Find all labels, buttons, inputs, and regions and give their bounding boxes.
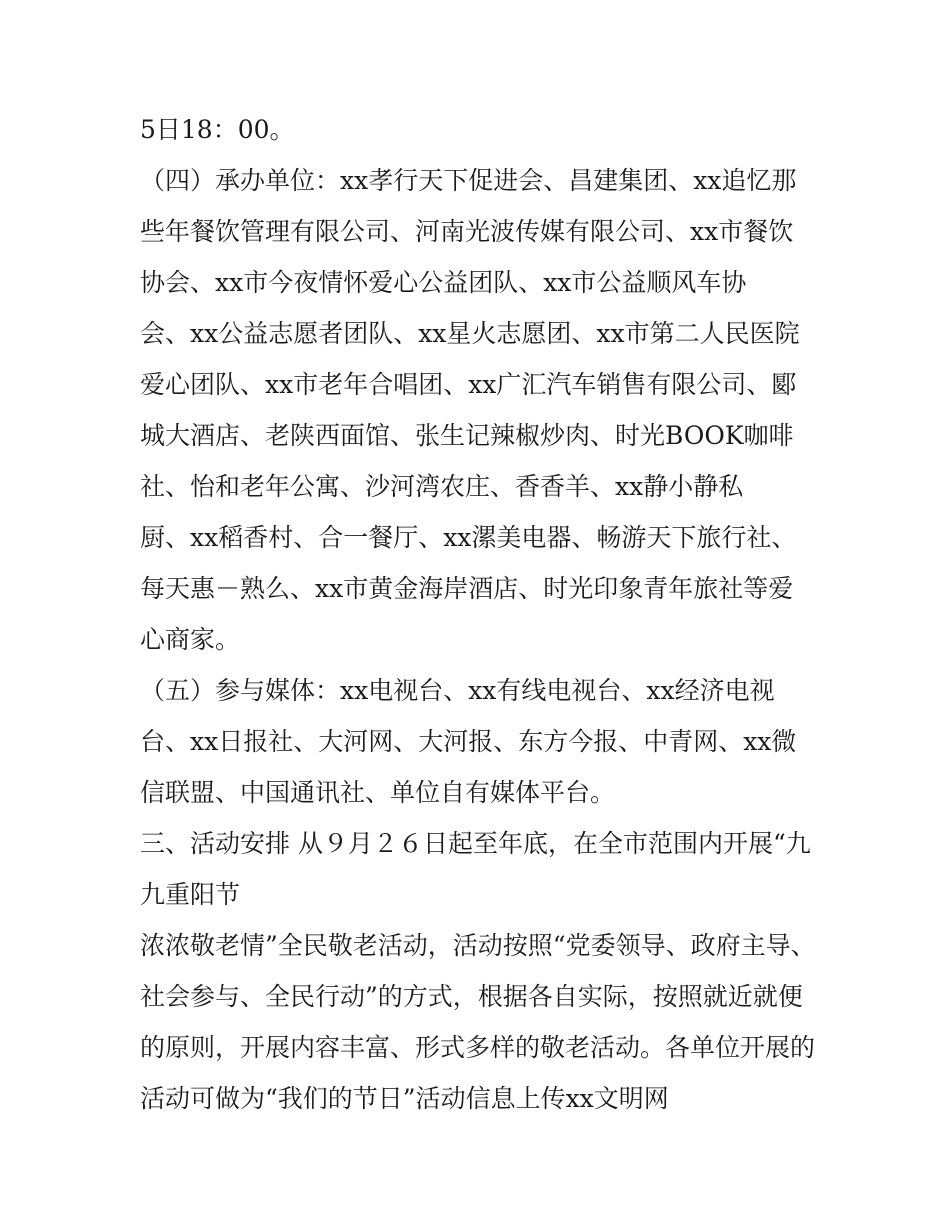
- text-line: 社会参与、全民行动”的方式，根据各自实际，按照就近就便: [140, 982, 803, 1011]
- text-line: 些年餐饮管理有限公司、河南光波传媒有限公司、xx市餐饮: [140, 217, 794, 246]
- text-line: 每天惠－熟么、xx市黄金海岸酒店、时光印象青年旅社等爱: [140, 574, 794, 603]
- text-line: （四）承办单位：xx孝行天下促进会、昌建集团、xx追忆那: [140, 166, 797, 195]
- text-line: 厨、xx稻香村、合一餐厅、xx漯美电器、畅游天下旅行社、: [140, 523, 797, 552]
- text-line: （五）参与媒体：xx电视台、xx有线电视台、xx经济电视: [140, 676, 775, 705]
- text-line: 三、活动安排 从９月２６日起至年底，在全市范围内开展“九: [140, 829, 811, 858]
- text-line: 九重阳节: [140, 880, 241, 909]
- text-line: 爱心团队、xx市老年合唱团、xx广汇汽车销售有限公司、郾: [140, 370, 797, 399]
- body-text: [140, 108, 830, 1128]
- text-line: 5日18：00。: [140, 115, 295, 144]
- text-line: 信联盟、中国通讯社、单位自有媒体平台。: [140, 778, 616, 807]
- text-line: 心商家。: [140, 625, 241, 654]
- text-line: 协会、xx市今夜情怀爱心公益团队、xx市公益顺风车协: [140, 268, 747, 297]
- text-line: 城大酒店、老陕西面馆、张生记辣椒炒肉、时光BOOK咖啡: [140, 421, 794, 450]
- text-line: 社、怡和老年公寓、沙河湾农庄、香香羊、xx静小静私: [140, 472, 744, 501]
- text-line: 会、xx公益志愿者团队、xx星火志愿团、xx市第二人民医院: [140, 319, 800, 348]
- text-line: 浓浓敬老情”全民敬老活动，活动按照“党委领导、政府主导、: [140, 931, 816, 960]
- text-line: 的原则，开展内容丰富、形式多样的敬老活动。各单位开展的: [140, 1033, 816, 1062]
- text-line: 台、xx日报社、大河网、大河报、东方今报、中青网、xx微: [140, 727, 797, 756]
- text-line: 活动可做为“我们的节日”活动信息上传xx文明网: [140, 1084, 669, 1113]
